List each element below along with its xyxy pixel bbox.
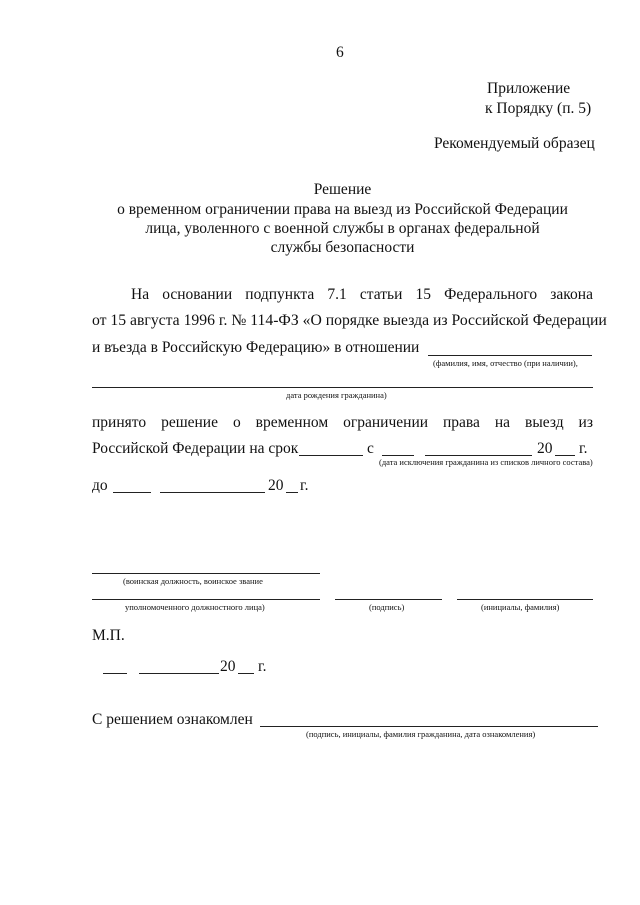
body-line-1-word: На — [131, 286, 150, 303]
from-day-blank — [382, 455, 414, 456]
body-line-4-word: права — [443, 414, 480, 431]
acknowledgement-caption: (подпись, инициалы, фамилия гражданина, дата ознакомления) — [306, 729, 536, 739]
body-line-4-word: временном — [255, 414, 329, 431]
acknowledgement-label: С решением ознакомлен — [92, 711, 253, 728]
title-line-3: лица, уволенного с военной службы в органах федеральной — [145, 220, 540, 237]
body-line-1-word: Федерального — [444, 286, 538, 303]
body-line-6-year: 20 — [268, 477, 284, 494]
body-line-1-word: подпункта — [245, 286, 315, 303]
body-line-5-g: г. — [579, 440, 588, 457]
sign-date-g: г. — [258, 658, 267, 675]
signature-field-line — [335, 599, 442, 600]
body-line-4 — [92, 414, 593, 432]
body-line-4-word: ограничении — [343, 414, 429, 431]
to-month-blank — [160, 492, 265, 493]
body-line-5-year: 20 — [537, 440, 553, 457]
title-line-4: службы безопасности — [270, 239, 415, 256]
sample-label: Рекомендуемый образец — [434, 135, 595, 152]
acknowledgement-field-line — [260, 726, 598, 727]
page-number: 6 — [336, 44, 344, 61]
body-line-4-word: решение — [161, 414, 218, 431]
body-line-4-word: на — [494, 414, 511, 431]
body-line-4-word: принято — [92, 414, 147, 431]
body-line-1 — [131, 286, 593, 304]
position-caption: (воинская должность, воинское звание — [123, 576, 263, 586]
birth-field-line — [92, 387, 593, 388]
body-line-4-word: о — [232, 414, 241, 431]
term-blank — [299, 455, 363, 456]
sign-year-blank — [238, 673, 254, 674]
body-line-1-word: закона — [550, 286, 593, 303]
to-day-blank — [113, 492, 151, 493]
initials-caption: (инициалы, фамилия) — [481, 602, 560, 612]
body-line-5-from: с — [367, 440, 374, 457]
official-field-line — [92, 599, 320, 600]
body-line-1-word: основании — [162, 286, 233, 303]
initials-field-line — [457, 599, 593, 600]
sign-date-year: 20 — [220, 658, 236, 675]
body-line-6-to: до — [92, 477, 108, 494]
signature-caption: (подпись) — [369, 602, 405, 612]
official-caption: уполномоченного должностного лица) — [125, 602, 265, 612]
position-field-line — [92, 573, 320, 574]
body-line-4-word: из — [578, 414, 593, 431]
body-line-1-word: 7.1 — [327, 286, 347, 303]
birth-caption: дата рождения гражданина) — [286, 390, 387, 400]
appendix-line-2: к Порядку (п. 5) — [485, 100, 592, 117]
to-year-blank — [286, 492, 298, 493]
from-month-blank — [425, 455, 532, 456]
seal-label: М.П. — [92, 627, 125, 644]
body-line-1-word: 15 — [415, 286, 431, 303]
body-line-6-g: г. — [300, 477, 309, 494]
from-year-blank — [555, 455, 575, 456]
name-field-line — [428, 355, 592, 356]
title-line-2: о временном ограничении права на выезд из Российской Федерации — [117, 201, 568, 218]
name-caption: (фамилия, имя, отчество (при наличии), — [433, 358, 578, 368]
appendix-line-1: Приложение — [487, 80, 571, 97]
body-line-5-text: Российской Федерации на срок — [92, 440, 299, 457]
sign-month-blank — [139, 673, 219, 674]
body-line-4-word: выезд — [525, 414, 564, 431]
sign-day-blank — [103, 673, 127, 674]
exclusion-caption: (дата исключения гражданина из списков личного состава) — [379, 457, 593, 467]
body-line-1-word: статьи — [359, 286, 403, 303]
body-line-3: и въезда в Российскую Федерацию» в отношении — [92, 339, 420, 356]
title-line-1: Решение — [313, 181, 372, 198]
body-line-2: от 15 августа 1996 г. № 114-ФЗ «О порядке выезда из Российской Федерации — [92, 312, 607, 329]
